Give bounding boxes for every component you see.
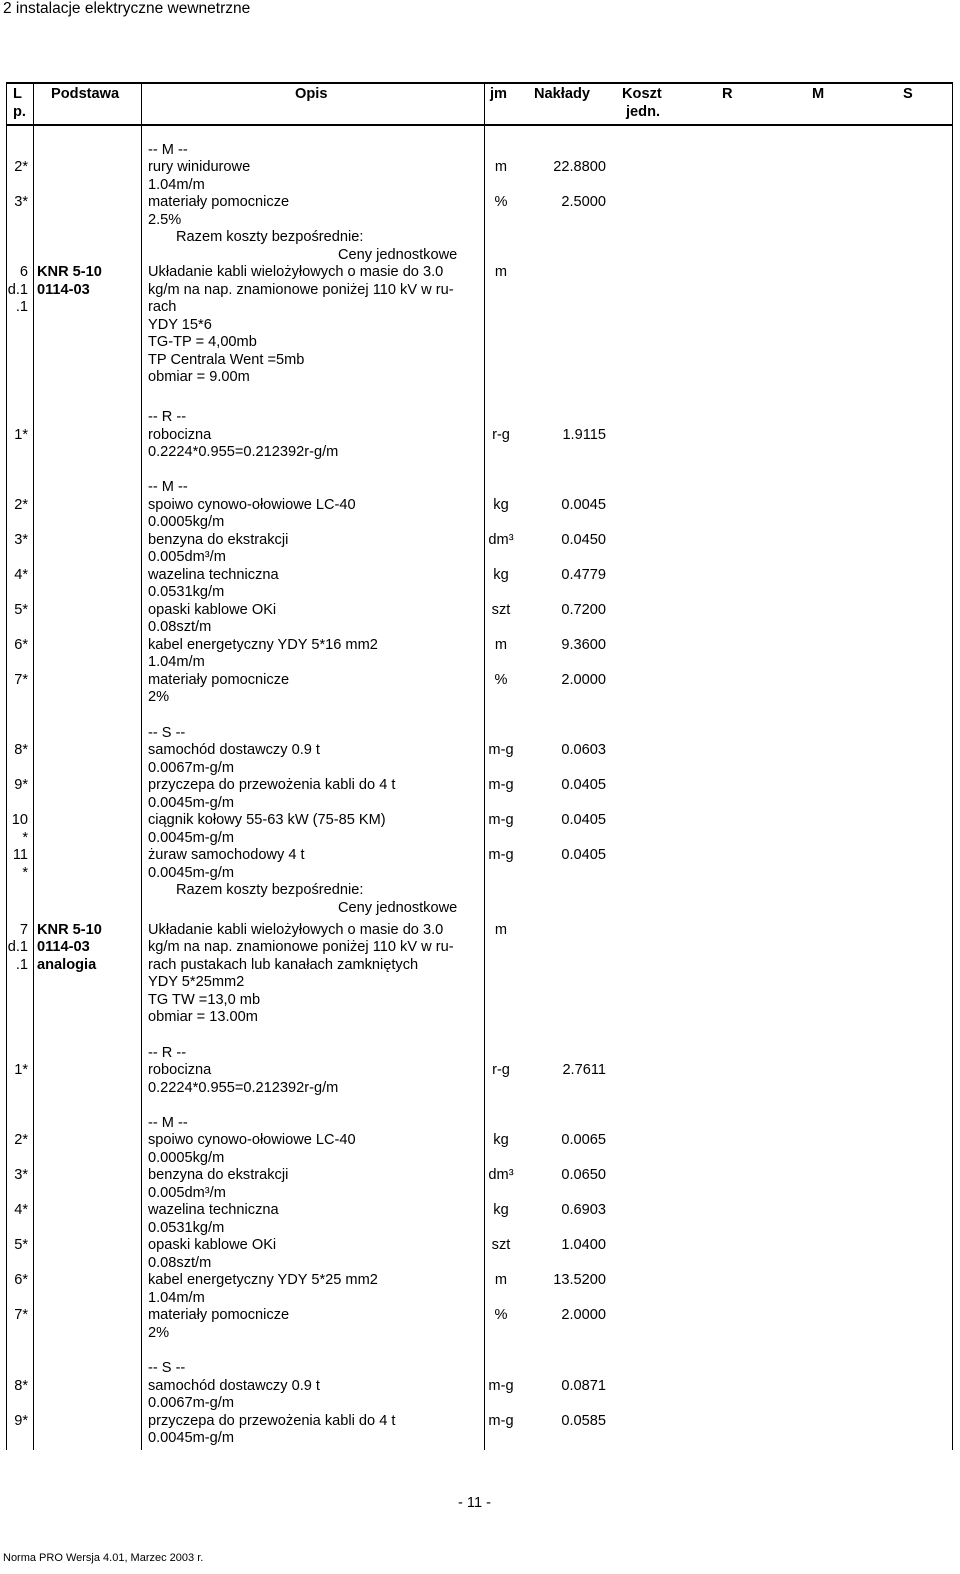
item-norm: 0.08szt/m	[148, 1255, 212, 1271]
col-divider-lp	[33, 82, 34, 1450]
item-norm: 0.0005kg/m	[148, 1150, 225, 1166]
unit: szt	[491, 602, 511, 618]
position-obmiar: obmiar = 9.00m	[148, 369, 250, 385]
item-description: opaski kablowe OKi	[148, 1237, 277, 1253]
podstawa-code: 0114-03	[37, 282, 90, 298]
row-number: 8*	[14, 742, 28, 758]
position-note: YDY 5*25mm2	[148, 974, 245, 990]
item-description: rury winidurowe	[148, 159, 251, 175]
unit: r-g	[492, 427, 510, 443]
unit: dm³	[488, 1167, 514, 1183]
header-podstawa: Podstawa	[51, 86, 120, 102]
unit: m	[494, 637, 508, 653]
naklad-value: 1.9115	[562, 427, 606, 443]
position-number: d.1	[7, 939, 28, 955]
section-label: -- R --	[148, 409, 187, 425]
podstawa-code: KNR 5-10	[37, 922, 102, 938]
item-norm: 0.0067m-g/m	[148, 760, 234, 776]
header-r: R	[722, 86, 733, 102]
podstawa-code: KNR 5-10	[37, 264, 102, 280]
row-number: 4*	[14, 567, 28, 583]
position-description: rach	[148, 299, 177, 315]
page-number: - 11 -	[458, 1495, 491, 1511]
row-number: 8*	[14, 1378, 28, 1394]
row-number: 6*	[14, 637, 28, 653]
unit: m-g	[488, 742, 514, 758]
row-number: 2*	[14, 1132, 28, 1148]
item-description: robocizna	[148, 1062, 212, 1078]
item-norm: 0.0045m-g/m	[148, 830, 234, 846]
naklad-value: 0.0585	[561, 1413, 606, 1429]
item-norm: 1.04m/m	[148, 177, 205, 193]
item-description: samochód dostawczy 0.9 t	[148, 1378, 320, 1394]
row-number: 9*	[14, 777, 28, 793]
naklad-value: 2.0000	[561, 672, 606, 688]
position-note: TG TW =13,0 mb	[148, 992, 261, 1008]
naklad-value: 0.0603	[561, 742, 606, 758]
razem-label: Razem koszty bezpośrednie:	[176, 882, 364, 898]
ceny-label: Ceny jednostkowe	[338, 247, 458, 263]
item-description: żuraw samochodowy 4 t	[148, 847, 305, 863]
naklad-value: 2.0000	[561, 1307, 606, 1323]
item-norm: 2%	[148, 689, 170, 705]
ceny-label: Ceny jednostkowe	[338, 900, 458, 916]
item-description: kabel energetyczny YDY 5*16 mm2	[148, 637, 378, 653]
section-label: -- R --	[148, 1045, 187, 1061]
item-description: przyczepa do przewożenia kabli do 4 t	[148, 1413, 396, 1429]
unit: m-g	[488, 1378, 514, 1394]
position-description: Układanie kabli wielożyłowych o masie do 3.0	[148, 264, 444, 280]
naklad-value: 0.0065	[561, 1132, 606, 1148]
item-norm: 0.0045m-g/m	[148, 865, 234, 881]
naklad-value: 9.3600	[561, 637, 606, 653]
position-description: kg/m na nap. znamionowe poniżej 110 kV w ru-	[148, 282, 454, 298]
position-description: Układanie kabli wielożyłowych o masie do 3.0	[148, 922, 444, 938]
header-bottom-border	[6, 124, 953, 126]
row-number: 7*	[14, 1307, 28, 1323]
header-koszt-jedn: jedn.	[626, 104, 661, 120]
item-description: robocizna	[148, 427, 212, 443]
table-top-border	[6, 82, 953, 84]
naklad-value: 0.0045	[561, 497, 606, 513]
header-naklady: Nakłady	[534, 86, 590, 102]
row-number: 1*	[14, 1062, 28, 1078]
position-number: .1	[15, 299, 28, 315]
item-description: materiały pomocnicze	[148, 672, 290, 688]
unit: %	[494, 1307, 508, 1323]
unit: m-g	[488, 847, 514, 863]
unit: kg	[493, 1132, 509, 1148]
item-description: wazelina techniczna	[148, 1202, 279, 1218]
unit: %	[494, 672, 508, 688]
razem-label: Razem koszty bezpośrednie:	[176, 229, 364, 245]
item-norm: 0.0045m-g/m	[148, 795, 234, 811]
row-number: 10	[11, 812, 28, 828]
unit: kg	[493, 497, 509, 513]
naklad-value: 1.0400	[561, 1237, 606, 1253]
page-title: 2 instalacje elektryczne wewnetrzne	[3, 0, 251, 17]
podstawa-code: 0114-03	[37, 939, 90, 955]
row-number: 1*	[14, 427, 28, 443]
item-norm: 0.005dm³/m	[148, 1185, 226, 1201]
position-number: 7	[19, 922, 28, 938]
row-number: 2*	[14, 497, 28, 513]
row-number: 9*	[14, 1413, 28, 1429]
row-number: 3*	[14, 194, 28, 210]
section-label: -- M --	[148, 142, 188, 158]
item-norm: 0.0045m-g/m	[148, 1430, 234, 1446]
naklad-value: 2.5000	[561, 194, 606, 210]
item-norm: 0.0067m-g/m	[148, 1395, 234, 1411]
section-label: -- S --	[148, 1360, 186, 1376]
unit: m	[494, 159, 508, 175]
software-footer: Norma PRO Wersja 4.01, Marzec 2003 r.	[3, 1552, 204, 1564]
header-s: S	[903, 86, 913, 102]
row-number: *	[22, 830, 28, 846]
item-norm: 0.0531kg/m	[148, 584, 225, 600]
item-description: spoiwo cynowo-ołowiowe LC-40	[148, 497, 356, 513]
item-norm: 0.08szt/m	[148, 619, 212, 635]
podstawa-note: analogia	[37, 957, 97, 973]
naklad-value: 0.0450	[561, 532, 606, 548]
unit: m-g	[488, 777, 514, 793]
item-description: spoiwo cynowo-ołowiowe LC-40	[148, 1132, 356, 1148]
unit: szt	[491, 1237, 511, 1253]
item-description: ciągnik kołowy 55-63 kW (75-85 KM)	[148, 812, 386, 828]
naklad-value: 0.0871	[561, 1378, 606, 1394]
row-number: 3*	[14, 532, 28, 548]
position-note: TP Centrala Went =5mb	[148, 352, 305, 368]
naklad-value: 0.6903	[561, 1202, 606, 1218]
item-norm: 2.5%	[148, 212, 182, 228]
unit: kg	[493, 567, 509, 583]
unit: dm³	[488, 532, 514, 548]
row-number: 3*	[14, 1167, 28, 1183]
position-description: rach pustakach lub kanałach zamkniętych	[148, 957, 419, 973]
item-norm: 0.2224*0.955=0.212392r-g/m	[148, 1080, 339, 1096]
naklad-value: 22.8800	[553, 159, 606, 175]
naklad-value: 0.4779	[561, 567, 606, 583]
naklad-value: 0.0405	[561, 847, 606, 863]
unit: m	[494, 1272, 508, 1288]
row-number: 4*	[14, 1202, 28, 1218]
naklad-value: 0.0405	[561, 812, 606, 828]
position-obmiar: obmiar = 13.00m	[148, 1009, 258, 1025]
position-description: kg/m na nap. znamionowe poniżej 110 kV w ru-	[148, 939, 454, 955]
unit: r-g	[492, 1062, 510, 1078]
row-number: 2*	[14, 159, 28, 175]
unit: %	[494, 194, 508, 210]
position-number: .1	[15, 957, 28, 973]
naklad-value: 0.7200	[561, 602, 606, 618]
section-label: -- S --	[148, 725, 186, 741]
item-description: benzyna do ekstrakcji	[148, 1167, 289, 1183]
position-note: YDY 15*6	[148, 317, 212, 333]
header-m: M	[812, 86, 825, 102]
unit: m-g	[488, 812, 514, 828]
unit: kg	[493, 1202, 509, 1218]
item-description: przyczepa do przewożenia kabli do 4 t	[148, 777, 396, 793]
section-label: -- M --	[148, 1115, 188, 1131]
row-number: 5*	[14, 1237, 28, 1253]
naklad-value: 0.0650	[561, 1167, 606, 1183]
naklad-value: 0.0405	[561, 777, 606, 793]
row-number: 7*	[14, 672, 28, 688]
item-norm: 0.0005kg/m	[148, 514, 225, 530]
item-norm: 0.2224*0.955=0.212392r-g/m	[148, 444, 339, 460]
item-description: wazelina techniczna	[148, 567, 279, 583]
unit: m	[494, 922, 508, 938]
position-number: d.1	[7, 282, 28, 298]
header-jm: jm	[490, 86, 508, 102]
item-description: materiały pomocnicze	[148, 194, 290, 210]
item-description: opaski kablowe OKi	[148, 602, 277, 618]
unit: m	[494, 264, 508, 280]
section-label: -- M --	[148, 479, 188, 495]
item-description: benzyna do ekstrakcji	[148, 532, 289, 548]
header-koszt: Koszt	[622, 86, 662, 102]
item-norm: 1.04m/m	[148, 654, 205, 670]
item-description: samochód dostawczy 0.9 t	[148, 742, 320, 758]
item-norm: 2%	[148, 1325, 170, 1341]
header-opis: Opis	[295, 86, 328, 102]
row-number: *	[22, 865, 28, 881]
item-norm: 0.0531kg/m	[148, 1220, 225, 1236]
item-description: materiały pomocnicze	[148, 1307, 290, 1323]
position-note: TG-TP = 4,00mb	[148, 334, 257, 350]
naklad-value: 13.5200	[553, 1272, 606, 1288]
col-divider-podstawa	[141, 82, 142, 1450]
item-description: kabel energetyczny YDY 5*25 mm2	[148, 1272, 378, 1288]
position-number: 6	[19, 264, 28, 280]
row-number: 11	[12, 847, 28, 863]
header-lp-1: L	[13, 86, 22, 102]
row-number: 6*	[14, 1272, 28, 1288]
naklad-value: 2.7611	[562, 1062, 606, 1078]
header-lp-2: p.	[13, 104, 26, 120]
unit: m-g	[488, 1413, 514, 1429]
item-norm: 1.04m/m	[148, 1290, 205, 1306]
row-number: 5*	[14, 602, 28, 618]
col-divider-right	[952, 82, 953, 1450]
item-norm: 0.005dm³/m	[148, 549, 226, 565]
